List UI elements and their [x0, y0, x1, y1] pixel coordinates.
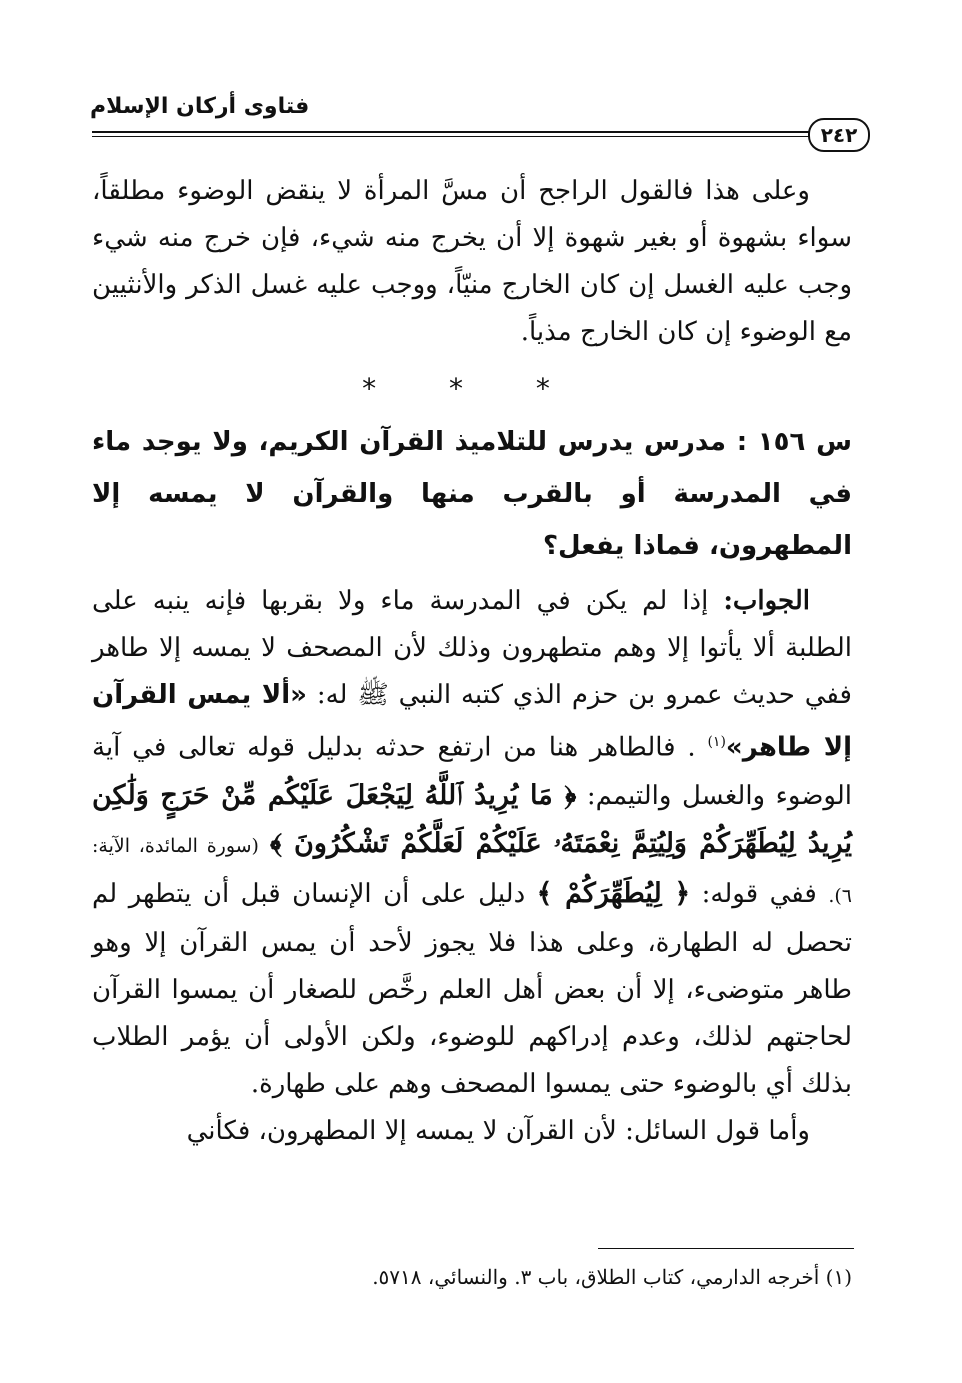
question-marker: س [816, 427, 852, 457]
footnote-rule [598, 1248, 854, 1249]
header-rule [92, 131, 812, 137]
quran-citation: (سورة المائدة، الآية: ٦). [92, 834, 852, 907]
answer-label: الجواب: [723, 586, 810, 616]
answer-text-3: ففي قوله: [701, 878, 817, 909]
question-text: ١٥٦ : مدرس يدرس للتلاميذ القرآن الكريم، ولا يوجد ماء في المدرسة أو بالقرب منها والقرآن لا يمسه إلا المطهرون، فماذا يفعل؟ [92, 427, 852, 561]
question-156 [92, 416, 852, 572]
footnote-reference: (١) [707, 734, 726, 750]
answer-text-1: إذا لم يكن في المدرسة ماء ولا بقربها فإنه ينبه على الطلبة ألا يأتوا إلا وهم متطهرون وذلك لأن المصحف لا يمسه إلا طاهر ففي حديث عمرو بن حزم الذي كتبه النبي ﷺ له: [92, 586, 852, 710]
footnote: (١) أخرجه الدارمي، كتاب الطلاق، باب ٣. والنسائي، ٥٧١٨. [372, 1265, 852, 1289]
paragraph-conclusion: وعلى هذا فالقول الراجح أن مسَّ المرأة لا ينقض الوضوء مطلقاً، سواء بشهوة أو بغير شهوة إلا أن يخرج منه شيء، فإن خرج منه شيء وجب عليه الغسل إن كان الخارج منيّاً، ووجب عليه غسل الذكر والأنثيين مع الوضوء إن كان الخارج مذياً. [92, 176, 853, 347]
page-body [92, 168, 852, 1155]
section-separator: * * * [362, 372, 582, 405]
running-header-title: فتاوى أركان الإسلام [90, 94, 310, 119]
hadith-quote: «ألا يمس القرآن إلا طاهر» [92, 680, 852, 763]
paragraph-continuation: وأما قول السائل: لأن القرآن لا يمسه إلا المطهرون، فكأني [186, 1115, 810, 1146]
answer-text-4: دليل على أن الإنسان قبل أن يتطهر لم تحصل له الطهارة، وعلى هذا فلا يجوز لأحد أن يمس القرآن إلا وهو طاهر متوضىء، إلا أن بعض أهل العلم رخَّص للصغار أن يمسوا القرآن لحاجتهم لذلك، وعدم إدراكهم للوضوء، ولكن الأولى أن يؤمر الطلاب بذلك أي بالوضوء حتى يمسوا المصحف وهم على طهارة. [92, 878, 852, 1099]
page-number-badge: ٢٤٢ [808, 118, 870, 152]
answer-paragraph [92, 578, 852, 1108]
answer-text-2: . فالطاهر هنا من ارتفع حدثه بدليل قوله تعالى في آية الوضوء والغسل والتيمم: [92, 732, 852, 811]
quran-word: ﴿ لِيُطَهِّرَكُمْ ﴾ [536, 877, 691, 909]
quran-verse: ﴿ مَا يُرِيدُ ٱللَّهُ لِيَجْعَلَ عَلَيْكُم مِّنْ حَرَجٍ وَلَٰكِن يُرِيدُ لِيُطَهِّرَكُمْ وَلِيُتِمَّ نِعْمَتَهُۥ عَلَيْكُمْ لَعَلَّكُمْ تَشْكُرُونَ ﴾ [92, 779, 852, 859]
